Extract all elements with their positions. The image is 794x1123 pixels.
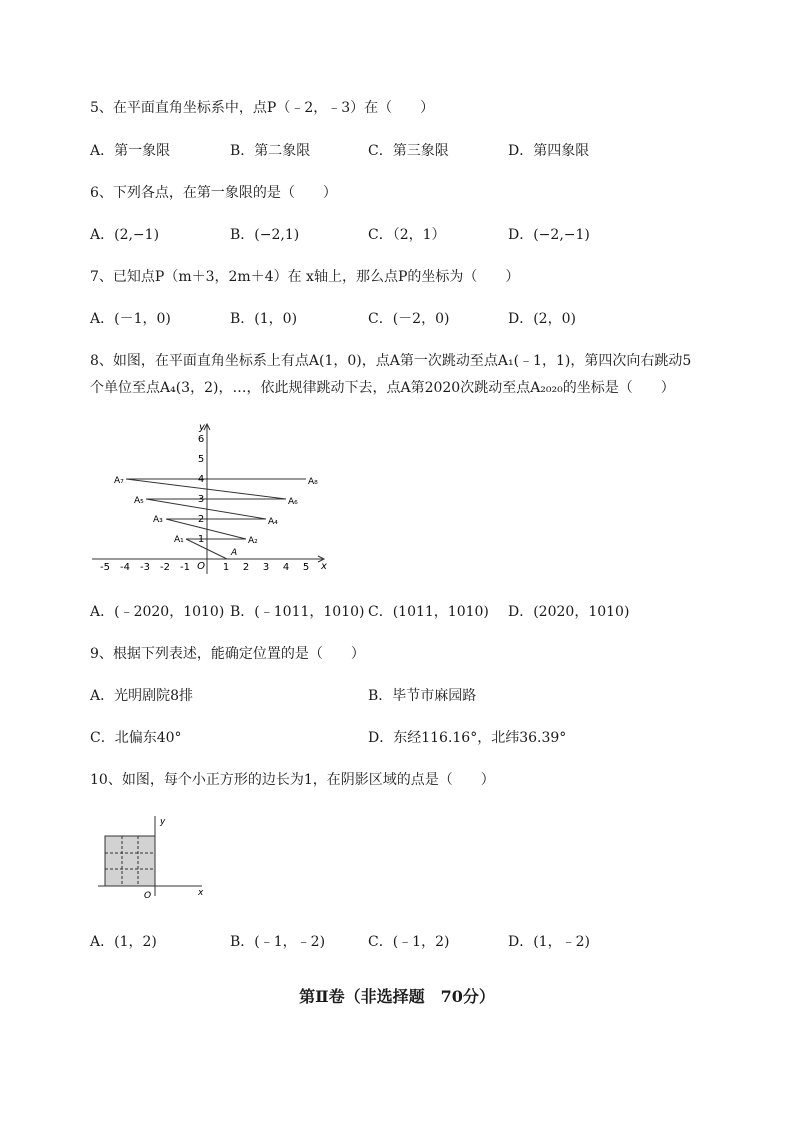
q8-x-axis-label: x (321, 561, 327, 572)
q5-option-b: B．第二象限 (230, 143, 311, 159)
q8-y-tick-label: 1 (197, 534, 205, 545)
q8-y-tick-label: 2 (197, 514, 205, 525)
q8-point-label-a7: A₇ (114, 476, 124, 486)
q8-x-tick-label: 3 (262, 562, 270, 573)
q8-x-tick-label: -1 (180, 562, 190, 573)
q8-jump (126, 479, 286, 499)
q5-option-d: D．第四象限 (508, 143, 590, 159)
q10-stem: 10、如图，每个小正方形的边长为1，在阴影区域的点是（ ） (90, 772, 495, 788)
q7-option-d: D．(2，0) (508, 311, 576, 327)
q8-x-tick-label: 4 (282, 562, 290, 573)
q10-x-axis-label: x (198, 888, 204, 898)
q7-option-a: A．(－1，0) (90, 311, 171, 327)
q8-point-label-a6: A₆ (288, 497, 298, 507)
q9-option-a: A．光明剧院8排 (90, 688, 194, 704)
q8-x-tick-label: -5 (100, 562, 110, 573)
q8-y-tick-label: 6 (197, 434, 205, 445)
q8-point-label-a2: A₂ (248, 536, 258, 546)
q8-option-a: A．(﹣2020，1010) (90, 604, 225, 620)
q10-option-d: D．(1，﹣2) (508, 934, 590, 950)
q9-option-b: B．毕节市麻园路 (368, 688, 477, 704)
q8-y-tick-label: 3 (197, 494, 205, 505)
q10-option-a: A．(1，2) (90, 934, 157, 950)
q8-point-label-a4: A₄ (268, 517, 278, 527)
q6-option-a: A．(2,−1) (90, 227, 160, 243)
q8-point-label-a8: A₈ (308, 477, 318, 487)
q10-option-b: B．(﹣1，﹣2) (230, 934, 326, 950)
q10-origin-label: O (144, 891, 152, 901)
q8-point-label-a5: A₅ (134, 496, 144, 506)
q8-option-c: C．(1011，1010) (368, 604, 489, 620)
q8-x-tick-label: -4 (120, 562, 130, 573)
q9-option-c: C．北偏东40° (90, 730, 182, 746)
q7-option-c: C．(－2，0) (368, 311, 450, 327)
q6-option-c: C．（2，1） (368, 227, 446, 243)
q5-option-c: C．第三象限 (368, 143, 449, 159)
q8-point-label-a3: A₃ (153, 515, 163, 525)
q10-grid-figure (98, 812, 210, 902)
q8-y-tick-label: 5 (197, 454, 205, 465)
q5-option-a: A．第一象限 (90, 143, 171, 159)
q8-origin-label: O (197, 561, 205, 572)
q9-stem: 9、根据下列表述，能确定位置的是（ ） (90, 646, 365, 662)
section-title: 第Ⅱ卷（非选择题 70分） (299, 987, 495, 1006)
q10-y-axis-label: y (160, 817, 166, 827)
q8-x-tick-label: 5 (302, 562, 310, 573)
q8-option-b: B．(﹣1011，1010) (230, 604, 365, 620)
q8-jump (146, 499, 266, 519)
q6-option-b: B．(−2,1) (230, 227, 300, 243)
q8-stem-line2: 个单位至点A₄(3，2)，…，依此规律跳动下去，点A第2020次跳动至点A₂₀₂₀的坐标是（ ） (90, 380, 675, 396)
q8-point-label-a: A (231, 548, 238, 558)
q8-y-axis-label: y (199, 422, 205, 433)
q6-stem: 6、下列各点，在第一象限的是（ ） (90, 185, 337, 201)
q5-stem: 5、在平面直角坐标系中，点P（﹣2，﹣3）在（ ） (90, 100, 435, 116)
q8-point-label-a1: A₁ (174, 535, 184, 545)
q8-x-tick-label: -2 (160, 562, 170, 573)
q7-option-b: B．(1，0) (230, 311, 298, 327)
q9-option-d: D．东经116.16°，北纬36.39° (368, 730, 567, 746)
q8-y-tick-label: 4 (197, 474, 205, 485)
q6-option-d: D．(−2,−1) (508, 227, 590, 243)
q8-x-tick-label: -3 (140, 562, 150, 573)
q8-x-tick-label: 2 (242, 562, 250, 573)
q8-stem-line1: 8、如图，在平面直角坐标系上有点A(1，0)，点A第一次跳动至点A₁(﹣1，1)，第四次向右跳动5 (90, 353, 692, 369)
q8-option-d: D．(2020，1010) (508, 604, 630, 620)
q7-stem: 7、已知点P（m＋3，2m＋4）在 x轴上，那么点P的坐标为（ ） (90, 269, 520, 285)
q8-coordinate-figure (88, 418, 338, 578)
q8-x-tick-label: 1 (222, 562, 230, 573)
q10-shaded-region (105, 836, 155, 886)
q10-option-c: C．(﹣1，2) (368, 934, 450, 950)
